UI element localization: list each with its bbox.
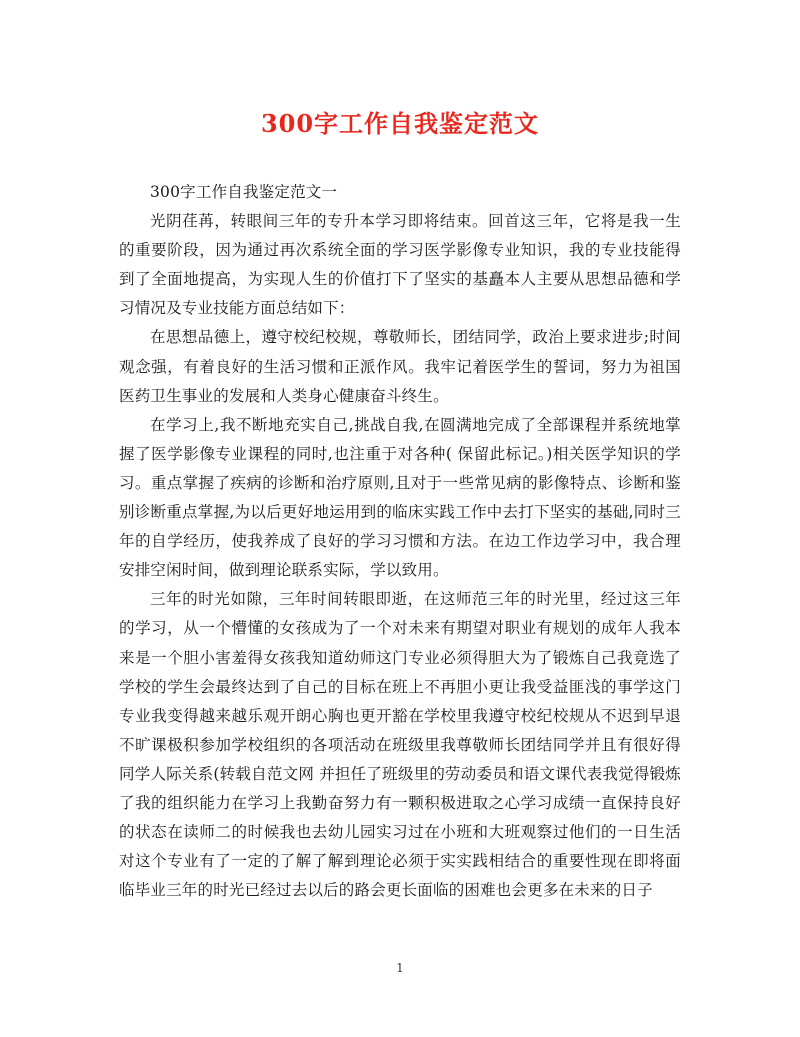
paragraph-subtitle: 300字工作自我鉴定范文一 (150, 183, 338, 201)
page-number: 1 (396, 961, 404, 975)
paragraph-moral-character: 在思想品德上，遵守校纪校规，尊敬师长，团结同学，政治上要求进步;时间观念强，有着良好的生活习惯和正派作风。我牢记着医学生的誓词，努力为祖国医药卫生事业的发展和人类身心健康奋斗终生。 (119, 328, 681, 405)
document-title: 300字工作自我鉴定范文 (260, 109, 540, 138)
paragraph-study: 在学习上,我不断地充实自己,挑战自我,在圆满地完成了全部课程并系统地掌握了医学影像专业课程的同时,也注重于对各种( 保留此标记。)相关医学知识的学习。重点掌握了疾病的诊断和治疗原则,且对于一些常见病的影像特点、诊断和鉴别诊断重点掌握,为以后更好地运用到的临床实践工作中去打下坚实的基础,同时三年的自学经历，使我养成了良好的学习习惯和方法。在边工作边学习中，我合理安排空闲时间，做到理论联系实际，学以致用。 (119, 415, 681, 580)
document-body (119, 178, 681, 905)
paragraph-intro: 光阴荏苒，转眼间三年的专升本学习即将结束。回首这三年，它将是我一生的重要阶段，因为通过再次系统全面的学习医学影像专业知识，我的专业技能得到了全面地提高，为实现人生的价值打下了坚实的基矗本人主要从思想品德和学习情况及专业技能方面总结如下： (119, 212, 681, 318)
paragraph-three-years: 三年的时光如隙，三年时间转眼即逝，在这师范三年的时光里，经过这三年的学习，从一个懵懂的女孩成为了一个对未来有期望对职业有规划的成年人我本来是一个胆小害羞得女孩我知道幼师这门专业必须得胆大为了锻炼自己我竟选了学校的学生会最终达到了自己的目标在班上不再胆小更让我受益匪浅的事学这门专业我变得越来越乐观开朗心胸也更开豁在学校里我遵守校纪校规从不迟到早退不旷课极积参加学校组织的各项活动在班级里我尊敬师长团结同学并且有很好得同学人际关系(转载自范文网 并担任了班级里的劳动委员和语文课代表我觉得锻炼了我的组织能力在学习上我勤奋努力有一颗积极进取之心学习成绩一直保持良好的状态在读师二的时候我也去幼儿园实习过在小班和大班观察过他们的一日生活对这个专业有了一定的了解了解到理论必须于实实践相结合的重要性现在即将面临毕业三年的时光已经过去以后的路会更长面临的困难也会更多在未来的日子 (119, 590, 681, 900)
